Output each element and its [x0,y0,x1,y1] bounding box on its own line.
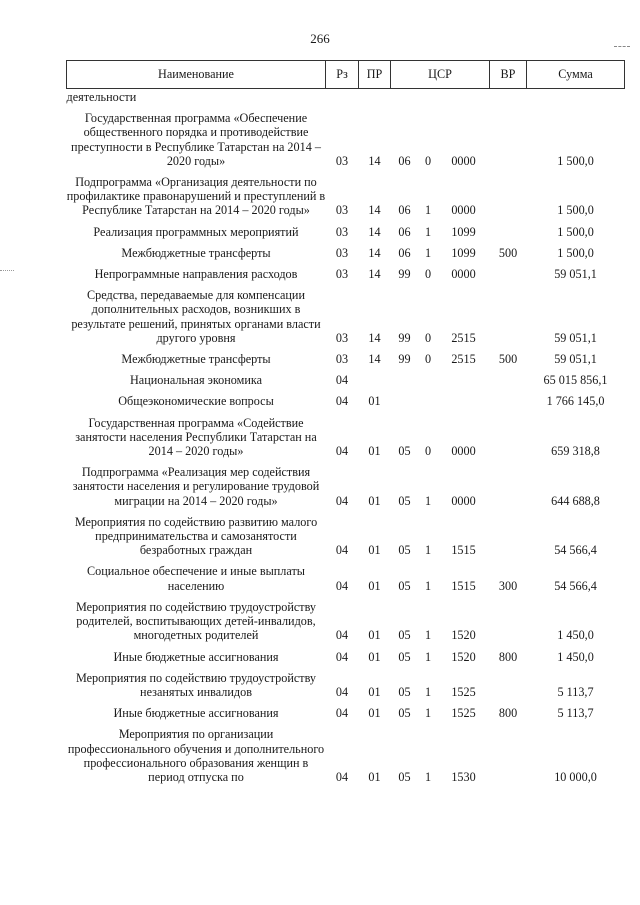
row-csr-3: 0000 [451,153,476,168]
row-csr-2: 1 [424,706,432,721]
row-csr-1: 05 [398,684,411,699]
row-pr: 01 [368,578,381,593]
row-sum: 59 051,1 [554,352,597,367]
row-name: Государственная программа «Содействие занятости населения Республики Татарстан на 2014 – 2020 годы» [75,415,317,459]
table-row [67,366,625,387]
row-sum: 1 450,0 [557,628,594,643]
row-sum: 59 051,1 [554,267,597,282]
table-row [67,218,625,239]
row-name: Межбюджетные трансферты [121,245,271,260]
row-csr-2: 0 [424,153,432,168]
row-sum: 1 500,0 [557,203,594,218]
row-vr [490,260,527,281]
continuation-row [67,89,625,105]
row-pr: 01 [368,394,381,409]
row-csr-3: 1520 [451,649,476,664]
row-csr-1: 05 [398,628,411,643]
table-row [67,458,625,508]
budget-table [66,60,625,784]
table-row [67,281,625,345]
row-rz: 04 [335,684,349,699]
row-rz: 03 [335,153,349,168]
row-sum: 5 113,7 [557,684,594,699]
row-rz: 03 [335,224,349,239]
row-pr: 01 [368,628,381,643]
row-rz: 04 [335,373,349,388]
header-pr: ПР [359,61,391,89]
row-pr: 14 [368,330,381,345]
table-row [67,168,625,218]
row-csr-1: 05 [398,444,411,459]
row-sum: 5 113,7 [557,706,594,721]
row-sum: 10 000,0 [554,769,597,784]
row-name: Подпрограмма «Реализация мер содействия занятости населения и регулирование трудовой миграции на 2014 – 2020 годы» [72,465,320,508]
row-csr-2: 0 [424,352,432,367]
row-vr: 300 [498,578,518,593]
table-row [67,508,625,558]
continuation-text: деятельности [66,90,137,104]
row-csr-2: 1 [424,578,432,593]
row-sum: 644 688,8 [551,493,600,508]
row-csr-3: 1525 [451,706,476,721]
row-name: Реализация программных мероприятий [93,224,299,239]
row-vr [490,168,527,218]
row-pr: 01 [368,706,381,721]
row-pr: 14 [368,224,381,239]
row-csr-2: 0 [424,444,432,459]
row-rz: 04 [335,578,349,593]
row-pr: 14 [368,352,381,367]
row-csr-1: 99 [398,267,411,282]
row-name: Мероприятия по организации профессионального обучения и дополнительного профессионального образования женщин в период отпуска по [67,727,325,784]
row-csr-3: 1515 [451,578,476,593]
row-sum: 1 766 145,0 [546,394,605,409]
row-csr-2: 1 [424,203,432,218]
header-csr: ЦСР [391,61,490,89]
row-csr-2: 0 [424,267,432,282]
table-row [67,720,625,784]
table-row [67,664,625,699]
row-csr-2 [419,387,438,408]
row-pr: 01 [368,769,381,784]
table-row [67,593,625,643]
table-row [67,104,625,168]
row-vr: 800 [498,706,518,721]
row-name: Подпрограмма «Организация деятельности по профилактике правонарушений и преступлений в Республике Татарстан на 2014 – 2020 годы» [66,175,326,218]
table-row [67,260,625,281]
row-name: Мероприятия по содействию развитию малого предпринимательства и самозанятости безработных граждан [74,514,318,558]
row-csr-3: 0000 [451,267,476,282]
row-csr-2: 1 [424,224,432,239]
row-sum: 1 450,0 [557,649,594,664]
row-name: Национальная экономика [129,373,262,388]
row-sum: 54 566,4 [554,543,597,558]
row-csr-1: 05 [398,769,411,784]
row-vr [490,387,527,408]
row-sum: 1 500,0 [557,245,594,260]
row-csr-1: 06 [398,203,411,218]
row-vr [490,281,527,345]
row-name: Межбюджетные трансферты [121,352,271,367]
row-vr [490,593,527,643]
row-rz: 04 [335,628,349,643]
header-sum: Сумма [527,61,625,89]
row-vr [490,218,527,239]
row-csr-1: 99 [398,352,411,367]
row-csr-1: 06 [398,224,411,239]
row-csr-2: 1 [424,543,432,558]
row-pr [359,366,391,387]
margin-mark [0,270,14,271]
row-rz: 04 [335,394,349,409]
header-name: Наименование [67,61,326,89]
row-csr-1: 05 [398,649,411,664]
row-csr-1: 05 [398,543,411,558]
header-vr: ВР [490,61,527,89]
row-csr-3: 1515 [451,543,476,558]
row-pr: 01 [368,543,381,558]
row-pr: 14 [368,245,381,260]
row-pr: 14 [368,153,381,168]
row-name: Иные бюджетные ассигнования [113,649,279,664]
row-sum: 659 318,8 [551,444,600,459]
row-csr-3: 1099 [451,224,476,239]
row-sum: 59 051,1 [554,330,597,345]
row-vr: 800 [498,649,518,664]
row-vr: 500 [498,245,518,260]
row-rz: 03 [335,330,349,345]
row-rz: 04 [335,493,349,508]
row-sum: 65 015 856,1 [543,373,608,388]
row-csr-3: 1099 [451,245,476,260]
row-csr-2: 1 [424,769,432,784]
row-csr-2: 1 [424,245,432,260]
row-csr-2: 1 [424,684,432,699]
row-rz: 03 [335,267,349,282]
row-csr-1: 06 [398,153,411,168]
row-pr: 14 [368,203,381,218]
row-name: Мероприятия по содействию трудоустройству родителей, воспитывающих детей-инвалидов, многодетных родителей [75,599,317,643]
row-rz: 04 [335,649,349,664]
row-csr-3: 1530 [451,769,476,784]
table-row [67,699,625,720]
row-csr-3: 0000 [451,203,476,218]
row-pr: 01 [368,684,381,699]
row-csr-3: 0000 [451,444,476,459]
row-vr [490,720,527,784]
row-csr-3: 1520 [451,628,476,643]
table-row [67,387,625,408]
table-row [67,557,625,592]
row-name: Мероприятия по содействию трудоустройству незанятых инвалидов [75,670,317,699]
row-csr-3: 2515 [451,352,476,367]
row-csr-2: 1 [424,493,432,508]
row-name: Общеэкономические вопросы [118,394,274,409]
row-csr-2 [419,366,438,387]
row-rz: 04 [335,543,349,558]
row-vr [490,664,527,699]
row-vr [490,409,527,459]
row-name: Непрограммные направления расходов [94,267,298,282]
row-rz: 04 [335,706,349,721]
row-pr: 14 [368,267,381,282]
header-rz: Рз [326,61,359,89]
row-name: Государственная программа «Обеспечение общественного порядка и противодействие преступности в Республике Татарстан на 2014 – 2020 годы» [71,111,321,168]
margin-mark [614,46,630,47]
row-csr-3: 0000 [451,493,476,508]
row-csr-1: 99 [398,330,411,345]
row-vr: 500 [498,352,518,367]
table-row [67,643,625,664]
row-csr-3 [438,387,490,408]
row-rz: 03 [335,203,349,218]
row-csr-2: 0 [424,330,432,345]
row-vr [490,366,527,387]
row-csr-1 [391,387,419,408]
table-header [67,61,625,89]
table-row [67,239,625,260]
row-name: Социальное обеспечение и иные выплаты населению [87,564,305,593]
row-rz: 04 [335,444,349,459]
row-csr-3 [438,366,490,387]
row-csr-1: 05 [398,706,411,721]
row-csr-1: 06 [398,245,411,260]
table-row [67,345,625,366]
page-number: 266 [310,31,330,46]
row-csr-1 [391,366,419,387]
row-pr: 01 [368,493,381,508]
row-name: Средства, передаваемые для компенсации дополнительных расходов, возникших в результате решений, принятых органами власти другого уровня [71,288,321,345]
row-name: Иные бюджетные ассигнования [113,706,279,721]
row-pr: 01 [368,649,381,664]
row-csr-3: 2515 [451,330,476,345]
row-csr-2: 1 [424,628,432,643]
row-pr: 01 [368,444,381,459]
row-vr [490,508,527,558]
row-rz: 04 [335,769,349,784]
table-row [67,409,625,459]
row-rz: 03 [335,352,349,367]
row-csr-3: 1525 [451,684,476,699]
row-sum: 1 500,0 [557,153,594,168]
row-vr [490,104,527,168]
row-csr-1: 05 [398,578,411,593]
row-csr-2: 1 [424,649,432,664]
row-sum: 1 500,0 [557,224,594,239]
row-sum: 54 566,4 [554,578,597,593]
row-csr-1: 05 [398,493,411,508]
row-rz: 03 [335,245,349,260]
row-vr [490,458,527,508]
